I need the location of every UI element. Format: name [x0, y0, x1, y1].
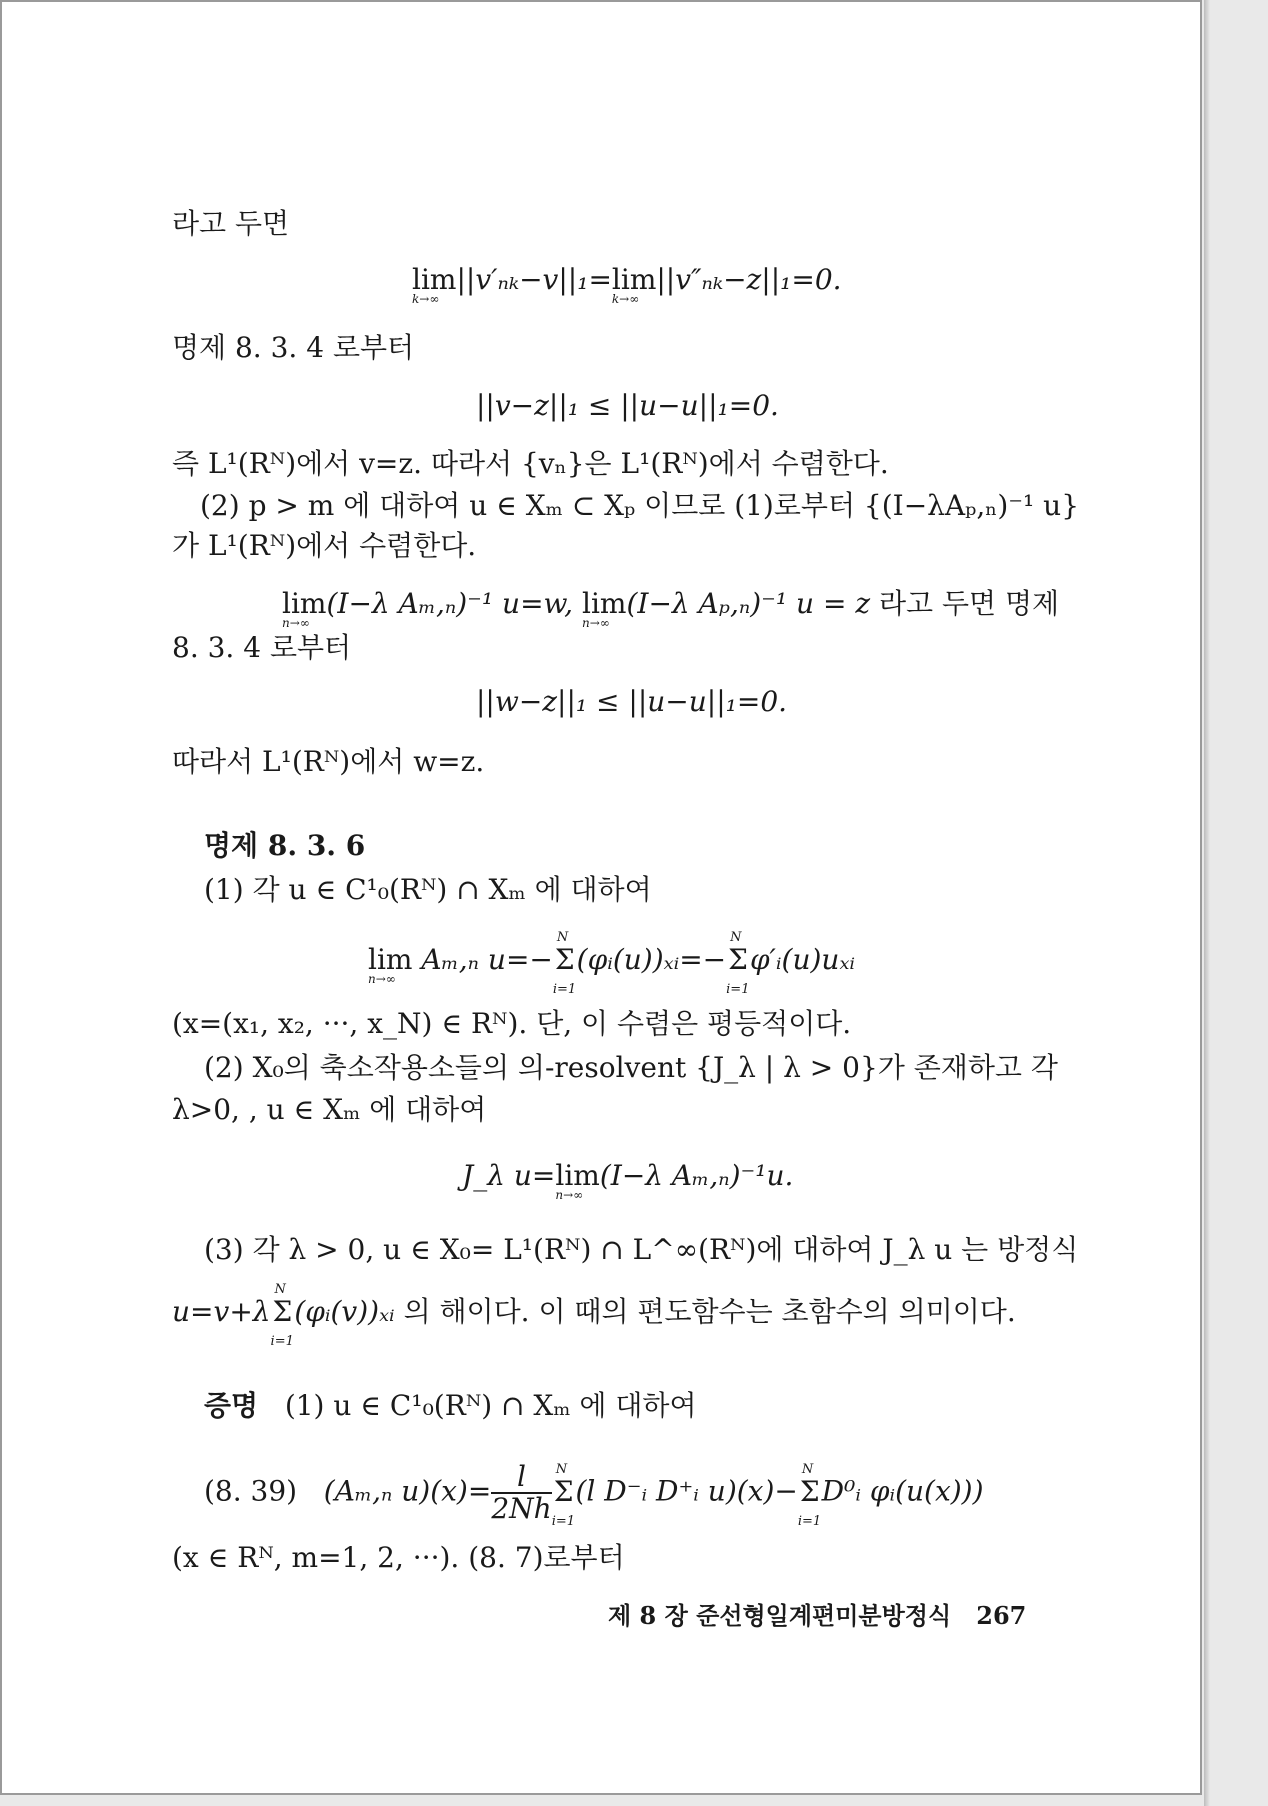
text-line: 따라서 L¹(Rᴺ)에서 w=z. [172, 745, 485, 778]
summation: Σ N i=1 [797, 1461, 822, 1529]
equation-operator-limit: lim n→∞ Aₘ,ₙ u=−Σ N i=1 (φᵢ(u))ₓᵢ=−Σ N i=1 φ′ᵢ(u)uₓᵢ [368, 930, 856, 997]
equation-limits: lim k→∞ ||v′ₙₖ−v||₁=lim k→∞ ||v″ₙₖ−z||₁=0. [412, 263, 842, 306]
page-footer [608, 1596, 1026, 1631]
text-line: 가 L¹(Rᴺ)에서 수렴한다. [172, 529, 477, 562]
fraction: $\frac{l}{2Nh}$ [491, 1460, 552, 1525]
summation: Σ N i=1 [270, 1282, 294, 1349]
text-line: 라고 두면 [172, 207, 290, 240]
text-line: 명제 8. 3. 4 로부터 [172, 331, 415, 364]
lim-operator: lim n→∞ [282, 587, 327, 630]
lim-operator: lim n→∞ [368, 943, 413, 986]
text-line: 8. 3. 4 로부터 [172, 631, 352, 664]
proposition-heading: 명제 8. 3. 6 [204, 829, 366, 862]
proof-heading: 증명 [204, 1389, 259, 1422]
text-line: (x=(x₁, x₂, ···, x_N) ∈ Rᴺ). 단, 이 수렴은 평등적이다. [172, 1007, 852, 1040]
lim-operator: lim n→∞ [555, 1159, 600, 1202]
text-line: (x ∈ Rᴺ, m=1, 2, ···). (8. 7)로부터 [172, 1541, 625, 1574]
lim-operator: lim n→∞ [581, 587, 627, 630]
proof-line: 증명 (1) u ∈ C¹₀(Rᴺ) ∩ Xₘ 에 대하여 [204, 1389, 697, 1422]
text-line: (3) 각 λ > 0, u ∈ X₀= L¹(Rᴺ) ∩ L^∞(Rᴺ)에 대하여 J_λ u 는 방정식 [204, 1233, 1079, 1266]
page-number: 267 [976, 1601, 1027, 1630]
lim-operator: lim k→∞ [412, 263, 457, 306]
equation-resolvent: J_λ u=lim n→∞ (I−λ Aₘ,ₙ)⁻¹u. [462, 1159, 794, 1202]
summation: Σ N i=1 [726, 930, 750, 997]
equation-inequality: ||w−z||₁ ≤ ||u−u||₁=0. [476, 685, 788, 718]
summation: Σ N i=1 [552, 930, 577, 997]
equation-inequality: ||v−z||₁ ≤ ||u−u||₁=0. [476, 389, 779, 422]
text-line: (2) p > m 에 대하여 u ∈ Xₘ ⊂ Xₚ 이므로 (1)로부터 {(I−λAₚ,ₙ)⁻¹ u} [200, 489, 1080, 522]
chapter-title: 제 8 장 준선형일계편미분방정식 [608, 1601, 952, 1630]
text-line: (2) X₀의 축소작용소들의 의-resolvent {J_λ | λ > 0}가 존재하고 각 [204, 1051, 1058, 1084]
equation-resolvent-limits: lim n→∞ (I−λ Aₘ,ₙ)⁻¹ u=w, lim n→∞ (I−λ Aₚ,ₙ)⁻¹ u = z 라고 두면 명제 [282, 587, 1060, 630]
lim-operator: lim k→∞ [611, 263, 657, 306]
page-edge-shadow [1204, 0, 1210, 1806]
text-line-with-equation: u=v+λΣ N i=1 (φᵢ(v))ₓᵢ 의 해이다. 이 때의 편도함수는 초함수의 의미이다. [172, 1282, 1016, 1349]
text-line: λ>0, , u ∈ Xₘ 에 대하여 [172, 1093, 487, 1126]
text-line: 즉 L¹(Rᴺ)에서 v=z. 따라서 {vₙ}은 L¹(Rᴺ)에서 수렴한다. [172, 447, 889, 480]
equation-8-39: (8. 39) (Aₘ,ₙ u)(x)= $\frac{l}{2Nh}$ Σ N i=1 (l D⁻ᵢ D⁺ᵢ u)(x)−Σ N i=1 D⁰ᵢ φᵢ(u(x))) [204, 1460, 984, 1529]
text-line: (1) 각 u ∈ C¹₀(Rᴺ) ∩ Xₘ 에 대하여 [204, 873, 652, 906]
summation: Σ N i=1 [551, 1461, 576, 1529]
